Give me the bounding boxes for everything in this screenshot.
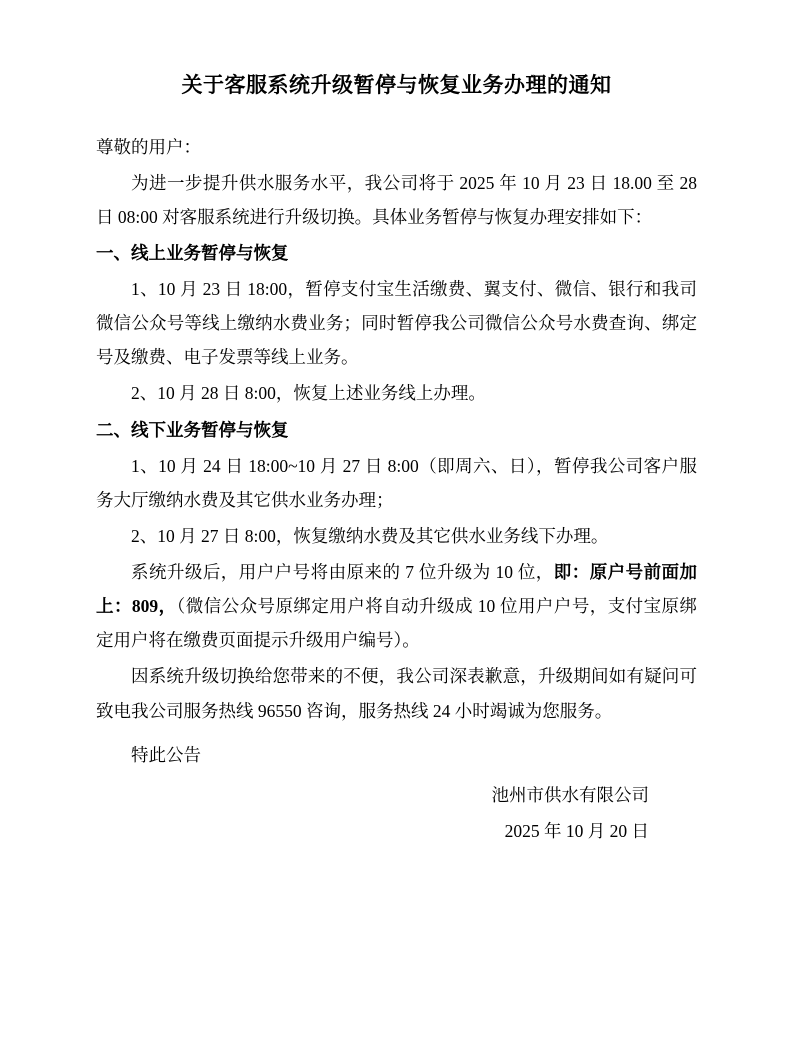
section-two-item-2: 2、10 月 27 日 8:00，恢复缴纳水费及其它供水业务线下办理。 [131, 525, 609, 546]
section-one-item-1: 1、10 月 23 日 18:00，暂停支付宝生活缴费、翼支付、微信、银行和我司微信公众号等线上缴纳水费业务；同时暂停我公司微信公众号水费查询、绑定号及缴费、电子发票等线上业务。 [96, 279, 697, 368]
section-one-item-2: 2、10 月 28 日 8:00，恢复上述业务线上办理。 [131, 383, 486, 404]
section-two-item-1: 1、10 月 24 日 18:00~10 月 27 日 8:00（即周六、日），暂停我公司客户服务大厅缴纳水费及其它供水业务办理； [96, 455, 697, 510]
salutation: 尊敬的用户： [96, 136, 201, 157]
closing-line: 特此公告 [131, 744, 201, 765]
signature-date: 2025 年 10 月 20 日 [504, 820, 649, 841]
upgrade-note-text-1: 系统升级后，用户户号将由原来的 7 位升级为 10 位， [131, 562, 554, 582]
signature-company: 池州市供水有限公司 [491, 784, 649, 805]
section-two-heading: 二、线下业务暂停与恢复 [96, 419, 289, 440]
section-one-heading: 一、线上业务暂停与恢复 [96, 242, 289, 263]
page-title: 关于客服系统升级暂停与恢复业务办理的通知 [181, 73, 612, 97]
apology-paragraph: 因系统升级切换给您带来的不便，我公司深表歉意，升级期间如有疑问可致电我公司服务热线 96550 咨询，服务热线 24 小时竭诚为您服务。 [96, 666, 697, 721]
intro-paragraph: 为进一步提升供水服务水平，我公司将于 2025 年 10 月 23 日 18.00 至 28 日 08:00 对客服系统进行升级切换。具体业务暂停与恢复办理安排如下： [96, 172, 697, 227]
upgrade-note-text-2: （微信公众号原绑定用户将自动升级成 10 位用户户号，支付宝原绑定用户将在缴费页面提示升级用户编号）。 [96, 596, 698, 651]
upgrade-note-emphasis: 即：原户号前面加上：809， [96, 562, 698, 617]
upgrade-note [96, 555, 697, 657]
